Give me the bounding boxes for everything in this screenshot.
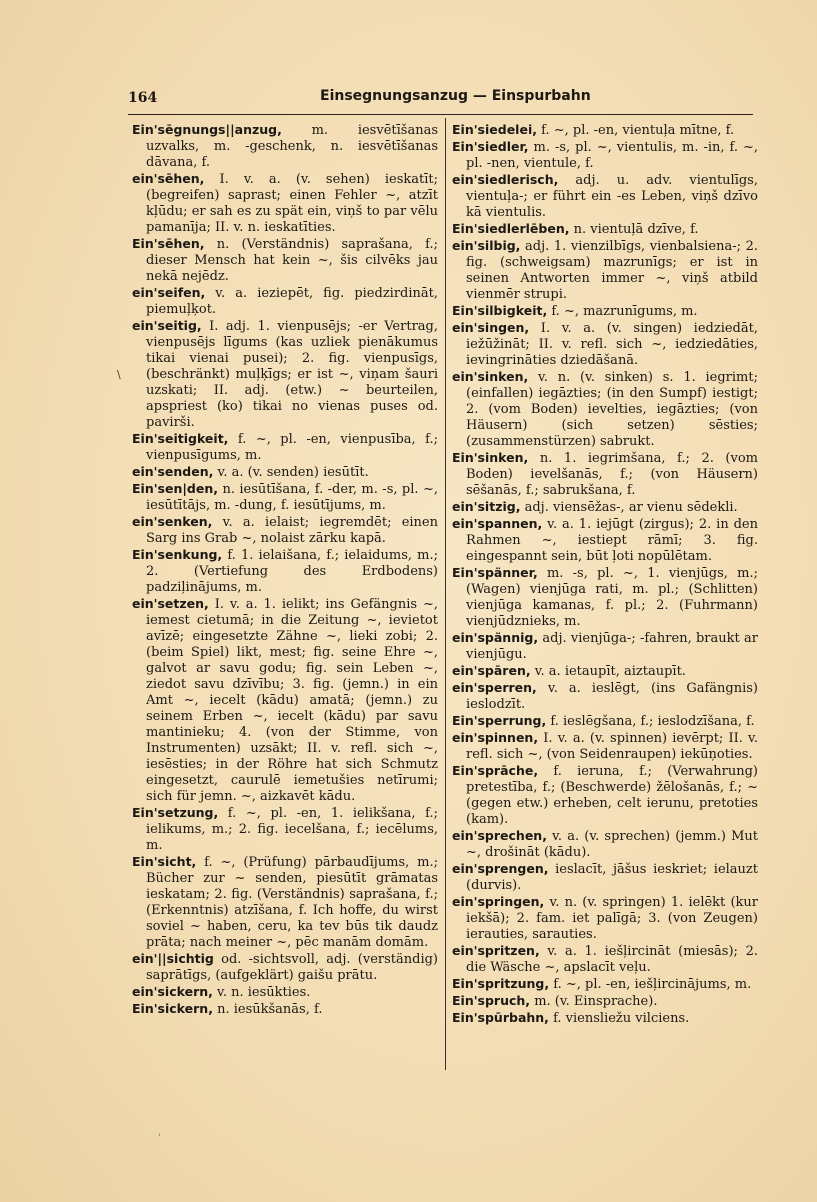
entry-headword: ein'siedlerisch,	[452, 172, 559, 187]
dictionary-entry	[452, 861, 758, 894]
dictionary-entry	[132, 805, 438, 854]
entry-definition: I. v. a. (v. spinnen) ievērpt; II. v. refl. sich ~, (von Seidenraupen) iekūņoties.	[466, 731, 758, 762]
entry-headword: ein'silbig,	[452, 238, 521, 253]
left-column	[132, 122, 438, 1018]
entry-headword: ein'sprengen,	[452, 861, 549, 876]
dictionary-entry	[452, 516, 758, 565]
header-rule	[128, 114, 753, 115]
dictionary-entry	[452, 763, 758, 828]
entry-headword: Ein'sinken,	[452, 450, 529, 465]
entry-definition: n. 1. iegrimšana, f.; 2. (vom Boden) ievelšanās, f.; (von Häusern) sēšanās, f.; sabrukšana, f.	[466, 451, 758, 498]
entry-definition: adj. u. adv. vientulīgs, vientuļa-; er führt ein -es Leben, viņš dzīvo kā vientulis.	[466, 173, 758, 220]
entry-definition: f. 1. ielaišana, f.; ielaidums, m.; 2. (Vertiefung des Erdbodens) padziļinājums, m.	[146, 548, 438, 595]
entry-headword: Ein'siedlerlēben,	[452, 221, 570, 236]
dictionary-entry	[452, 680, 758, 713]
entry-headword: ein'sitzig,	[452, 499, 521, 514]
entry-definition: n. (Verständnis) saprašana, f.; dieser Mensch hat kein ~, šis cilvēks jau nekā nejēdz.	[146, 237, 438, 284]
dictionary-entry	[452, 1010, 758, 1027]
entry-headword: ein'spinnen,	[452, 730, 539, 745]
entry-definition: m. iesvētīšanas uzvalks, m. -geschenk, n. iesvētīšanas dāvana, f.	[146, 123, 438, 170]
dictionary-entry	[452, 499, 758, 516]
entry-headword: Ein'sperrung,	[452, 713, 547, 728]
running-head: Einsegnungsanzug — Einspurbahn	[320, 88, 591, 104]
entry-definition: v. a. (v. senden) iesūtīt.	[213, 465, 369, 480]
dictionary-entry	[452, 976, 758, 993]
entry-definition: v. n. (v. sinken) s. 1. iegrimt; (einfallen) iegāzties; (in den Sumpf) iestigt; 2. (vom Boden) ievelties, iegāzties; (von Häusern) (sich setzen) sēsties; (zusammenstürzen) sabrukt.	[466, 370, 758, 449]
entry-headword: ein'spannen,	[452, 516, 543, 531]
dictionary-entry	[452, 630, 758, 663]
entry-definition: f. ~, pl. -en, 1. ielikšana, f.; ielikums, m.; 2. fig. iecelšana, f.; iecēlums, m.	[146, 806, 438, 853]
entry-headword: Ein'sen|den,	[132, 481, 219, 496]
dictionary-entry	[452, 663, 758, 680]
entry-definition: od. -sichtsvoll, adj. (verständig) saprātīgs, (aufgeklärt) gaišu prātu.	[146, 952, 438, 983]
entry-headword: Ein'sēgnungs||anzug,	[132, 122, 282, 137]
dictionary-entry	[452, 943, 758, 976]
entry-definition: v. n. iesūkties.	[212, 985, 311, 1000]
entry-definition: I. adj. 1. vienpusējs; -er Vertrag, vienpusējs līgums (kas uzliek pienākumus tikai vienai pusei); 2. fig. vienpusīgs, (beschränkt) muļķīgs; er ist ~, viņam šauri uzskati; II. adj. (etw.) ~ beurteilen, apspriest (ko) tikai no vienas puses od. pavirši.	[146, 319, 438, 430]
entry-headword: Ein'spänner,	[452, 565, 538, 580]
entry-definition: f. ~, pl. -en, vientuļa mītne, f.	[536, 123, 735, 138]
entry-definition: m. -s, pl. ~, 1. vienjūgs, m.; (Wagen) vienjūga rati, m. pl.; (Schlitten) vienjūga kamanas, f. pl.; 2. (Fuhrmann) vienjūdznieks, m.	[466, 566, 758, 629]
right-column	[452, 122, 758, 1027]
entry-headword: Ein'sprāche,	[452, 763, 539, 778]
entry-headword: ein'sēhen,	[132, 171, 205, 186]
entry-definition: v. a. ielaist; iegremdēt; einen Sarg ins Grab ~, nolaist zārku kapā.	[146, 515, 438, 546]
dictionary-entry	[132, 481, 438, 514]
entry-headword: Ein'sickern,	[132, 1001, 213, 1016]
dictionary-entry	[452, 172, 758, 221]
entry-definition: f. ~, (Prüfung) pārbaudījums, m.; Bücher zur ~ senden, piesūtīt grāmatas ieskatam; 2. fig. (Verständnis) saprašana, f.; (Erkenntnis) atzīšana, f. Ich hoffe, du wirst soviel ~ haben, ceru, ka tev būs tik daudz prāta; nach meiner ~, pēc manām domām.	[146, 855, 438, 950]
dictionary-entry	[132, 236, 438, 285]
entry-headword: Ein'spritzung,	[452, 976, 550, 991]
dictionary-entry	[452, 320, 758, 369]
entry-definition: f. ~, pl. -en, vienpusība, f.; vienpusīgums, m.	[146, 432, 438, 463]
entry-headword: ein'spritzen,	[452, 943, 540, 958]
dictionary-entry	[452, 713, 758, 730]
entry-headword: ein'seitig,	[132, 318, 202, 333]
entry-definition: v. a. 1. iešļircināt (miesās); 2. die Wäsche ~, apslacīt veļu.	[466, 944, 758, 975]
dictionary-entry	[132, 854, 438, 951]
entry-headword: ein'setzen,	[132, 596, 209, 611]
dictionary-entry	[452, 565, 758, 630]
dictionary-entry	[452, 730, 758, 763]
entry-definition: I. v. a. (v. sehen) ieskatīt; (begreifen) saprast; einen Fehler ~, atzīt kļūdu; er sah es zu spät ein, viņš to par vēlu pamanīja; II. v. n. ieskatīties.	[146, 172, 438, 235]
entry-headword: Ein'senkung,	[132, 547, 223, 562]
entry-headword: ein'sinken,	[452, 369, 529, 384]
dictionary-entry	[452, 303, 758, 320]
entry-headword: ein'sprechen,	[452, 828, 547, 843]
entry-definition: m. (v. Einsprache).	[530, 994, 658, 1009]
entry-definition: adj. 1. vienzilbīgs, vienbalsiena-; 2. fig. (schweigsam) mazrunīgs; er ist in seinen Antworten immer ~, viņš atbild vienmēr strupi.	[466, 239, 758, 302]
entry-definition: ieslacīt, jāšus ieskriet; ielauzt (durvis).	[466, 862, 758, 893]
column-divider	[445, 118, 446, 1070]
entry-definition: n. iesūkšanās, f.	[212, 1002, 323, 1017]
dictionary-entry	[452, 828, 758, 861]
margin-mark: \	[117, 368, 121, 381]
margin-mark-bottom: '	[158, 1133, 161, 1144]
dictionary-entry	[452, 993, 758, 1010]
entry-definition: v. n. (v. springen) 1. ielēkt (kur iekšā); 2. fam. iet palīgā; 3. (von Zeugen) ierauties, sarauties.	[466, 895, 758, 942]
dictionary-entry	[452, 369, 758, 450]
entry-headword: ein'sperren,	[452, 680, 537, 695]
page-number: 164	[128, 90, 158, 106]
dictionary-entry	[132, 951, 438, 984]
entry-headword: ein'spännig,	[452, 630, 539, 645]
dictionary-entry	[132, 122, 438, 171]
dictionary-entry	[132, 285, 438, 318]
entry-headword: Ein'silbigkeit,	[452, 303, 548, 318]
entry-definition: f. ieruna, f.; (Verwahrung) pretestība, f.; (Beschwerde) žēlošanās, f.; ~ (gegen etw.) erheben, celt ierunu, pretoties (kam).	[466, 764, 758, 827]
entry-definition: adj. vienjūga-; -fahren, braukt ar vienjūgu.	[466, 631, 758, 662]
dictionary-entry	[452, 450, 758, 499]
dictionary-entry	[132, 514, 438, 547]
entry-headword: ein'seifen,	[132, 285, 206, 300]
dictionary-entry	[132, 464, 438, 481]
dictionary-entry	[132, 171, 438, 236]
dictionary-entry	[452, 122, 758, 139]
dictionary-entry	[132, 984, 438, 1001]
dictionary-entry	[452, 894, 758, 943]
entry-definition: f. ~, mazrunīgums, m.	[547, 304, 698, 319]
entry-headword: Ein'sēhen,	[132, 236, 205, 251]
dictionary-entry	[132, 431, 438, 464]
entry-headword: Ein'setzung,	[132, 805, 219, 820]
page-header	[128, 88, 758, 112]
entry-headword: ein'senken,	[132, 514, 213, 529]
entry-definition: f. ieslēgšana, f.; ieslodzīšana, f.	[546, 714, 755, 729]
dictionary-entry	[452, 221, 758, 238]
entry-definition: v. a. ieslēgt, (ins Gafängnis) ieslodzīt.	[466, 681, 758, 712]
entry-headword: Ein'spūrbahn,	[452, 1010, 549, 1025]
dictionary-entry	[452, 139, 758, 172]
entry-definition: n. vientuļā dzīve, f.	[569, 222, 699, 237]
entry-definition: adj. viensēžas-, ar vienu sēdekli.	[520, 500, 738, 515]
entry-definition: v. a. ietaupīt, aiztaupīt.	[530, 664, 686, 679]
entry-headword: ein'senden,	[132, 464, 214, 479]
entry-headword: ein'spāren,	[452, 663, 531, 678]
entry-definition: f. viensliežu vilciens.	[548, 1011, 690, 1026]
entry-definition: I. v. a. (v. singen) iedziedāt, iežūžināt; II. v. refl. sich ~, iedziedāties, ievingrināties dziedāšanā.	[466, 321, 758, 368]
dictionary-entry	[132, 318, 438, 431]
entry-headword: Ein'spruch,	[452, 993, 531, 1008]
entry-definition: I. v. a. 1. ielikt; ins Gefängnis ~, iemest cietumā; in die Zeitung ~, ievietot avīzē; eingesetzte Zähne ~, lieki zobi; 2. (beim Spiel) likt, mest; fig. seine Ehre ~, galvot ar savu godu; fig. sein Leben ~, ziedot savu dzīvību; 3. fig. (jemn.) in ein Amt ~, iecelt (kādu) amatā; (jemn.) zu seinem Erben ~, iecelt (kādu) par savu mantinieku; 4. (von der Stimme, von Instrumenten) uzsākt; II. v. refl. sich ~, iesēsties; in der Röhre hat sich Schmutz eingesetzt, caurulē iemetušies netīrumi; sich für jemn. ~, aizkavēt kādu.	[146, 597, 438, 804]
entry-definition: v. a. (v. sprechen) (jemm.) Mut ~, drošināt (kādu).	[466, 829, 758, 860]
entry-headword: ein'singen,	[452, 320, 530, 335]
dictionary-entry	[132, 596, 438, 805]
entry-headword: ein'||sichtig	[132, 951, 214, 966]
dictionary-entry	[132, 547, 438, 596]
entry-headword: Ein'seitigkeit,	[132, 431, 229, 446]
entry-headword: ein'sickern,	[132, 984, 213, 999]
dictionary-entry	[452, 238, 758, 303]
entry-definition: f. ~, pl. -en, iešļircinājums, m.	[549, 977, 752, 992]
entry-headword: Ein'sicht,	[132, 854, 197, 869]
entry-headword: ein'springen,	[452, 894, 545, 909]
entry-headword: Ein'siedler,	[452, 139, 529, 154]
entry-definition: n. iesūtīšana, f. -der, m. -s, pl. ~, iesūtītājs, m. -dung, f. iesūtījums, m.	[146, 482, 438, 513]
dictionary-entry	[132, 1001, 438, 1018]
entry-headword: Ein'siedelei,	[452, 122, 537, 137]
entry-definition: v. a. 1. iejūgt (zirgus); 2. in den Rahmen ~, iestiept rāmī; 3. fig. eingespannt sein, būt ļoti nopūlētam.	[466, 517, 758, 564]
entry-definition: v. a. ieziepēt, fig. piedzirdināt, piemuļķot.	[146, 286, 438, 317]
entry-definition: m. -s, pl. ~, vientulis, m. -in, f. ~, pl. -nen, vientule, f.	[466, 140, 758, 171]
